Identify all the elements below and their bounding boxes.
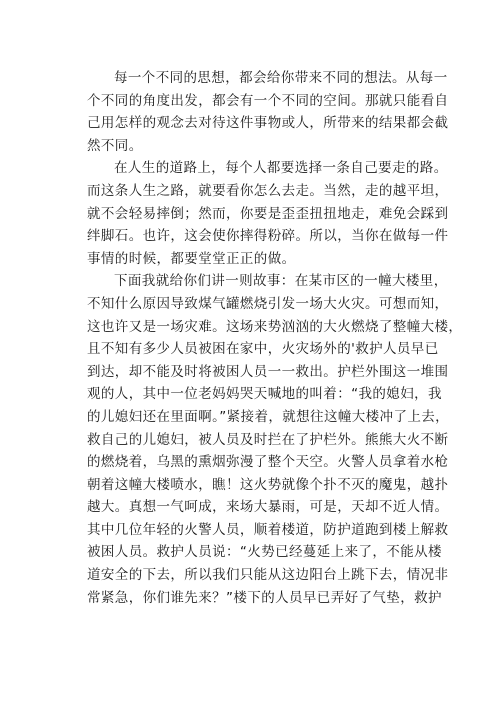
paragraph-2-line-5: 事情的时候，都要堂堂正正的做。 [87,250,296,267]
paragraph-3-line-12: 其中几位年轻的火警人员，顺着楼道，防护道跑到楼上解救 [87,521,449,538]
document-body [87,67,463,609]
paragraph-3-line-6: 观的人，其中一位老妈妈哭天喊地的叫着：“我的媳妇，我 [87,386,442,403]
paragraph-2-line-3: 就不会轻易摔倒；然而，你要是歪歪扭扭地走，难免会踩到 [87,205,449,222]
paragraph-2-line-1: 在人生的道路上，每个人都要选择一条自己要走的路。 [114,160,448,177]
paragraph-1-line-3: 己用怎样的观念去对待这件事物或人，所带来的结果都会截 [87,115,449,132]
paragraph-3-line-3: 这也许又是一场灾难。这场来势汹汹的大火燃烧了整幢大楼， [87,318,463,335]
paragraph-3-line-15: 常紧急，你们谁先来？”楼下的人员早已弄好了气垫，救护 [87,589,442,606]
paragraph-1-line-4: 然不同。 [87,137,143,154]
paragraph-3-line-11: 越大。真想一气呵成，来场大暴雨，可是，天却不近人情。 [87,499,449,516]
paragraph-3-line-5: 到达，却不能及时将被困人员一一救出。护栏外围这一堆围 [87,363,449,380]
paragraph-1-line-1: 每一个不同的思想，都会给你带来不同的想法。从每一 [114,70,448,86]
paragraph-3-line-4: 且不知有多少人员被困在家中，火灾场外的'救护人员早已 [87,341,439,358]
paragraph-3-line-10: 朝着这幢大楼喷水，瞧！这火势就像个扑不灭的魔鬼，越扑 [87,476,449,493]
paragraph-3-line-7: 的儿媳妇还在里面啊。”紧接着，就想往这幢大楼冲了上去， [87,408,450,425]
paragraph-3-line-14: 道安全的下去，所以我们只能从这边阳台上跳下去，情况非 [87,567,449,584]
paragraph-3-line-9: 的燃烧着，乌黑的熏烟弥漫了整个天空。火警人员拿着水枪 [87,454,449,471]
paragraph-3-line-2: 不知什么原因导致煤气罐燃烧引发一场大火灾。可想而知， [87,295,449,312]
paragraph-3-line-1: 下面我就给你们讲一则故事：在某市区的一幢大楼里， [114,273,448,290]
paragraph-3-line-8: 救自己的儿媳妇，被人员及时拦在了护栏外。熊熊大火不断 [87,431,449,448]
paragraph-2-line-2: 而这条人生之路，就要看你怎么去走。当然，走的越平坦， [87,182,449,199]
paragraph-1-line-2: 个不同的角度出发，都会有一个不同的空间。那就只能看自 [87,92,449,109]
paragraph-2-line-4: 绊脚石。也许，这会使你摔得粉碎。所以，当你在做每一件 [87,228,449,245]
paragraph-3-line-13: 被困人员。救护人员说：“火势已经蔓延上来了，不能从楼 [87,544,442,561]
